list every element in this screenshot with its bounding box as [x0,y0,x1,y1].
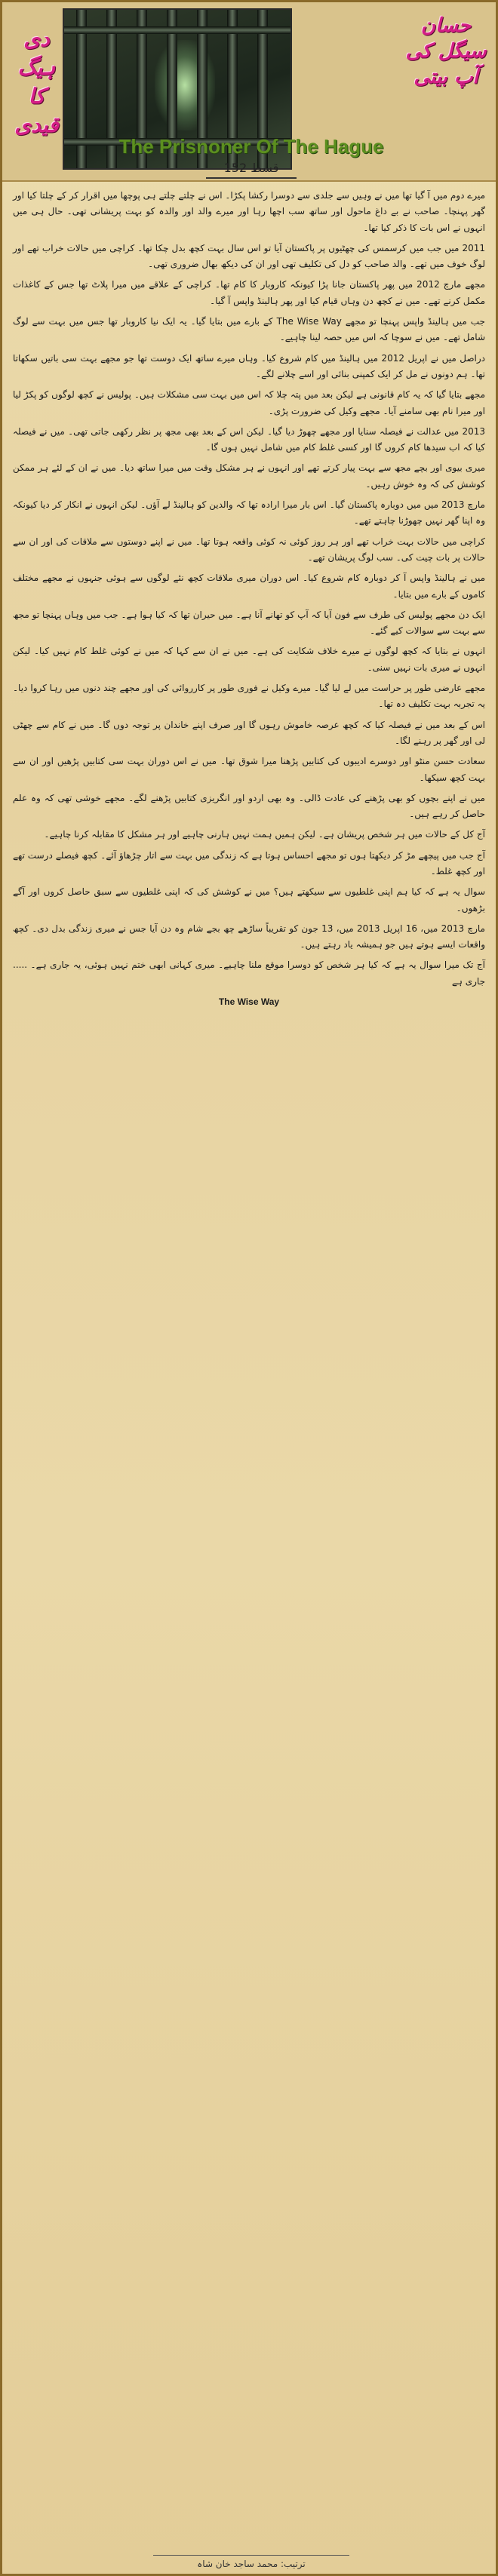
urdu-title-right: حسان سیگل کی آپ بیتی [405,14,487,88]
paragraph: کراچی میں حالات بہت خراب تھے اور ہر روز کوئی نہ کوئی واقعہ ہوتا تھا۔ میں نے اپنے دوستوں سے ملاقات کی اور ان سے حالات پر بات چیت کی۔ سب لوگ پریشان تھے۔ [13,536,485,563]
paragraph: آج تک میرا سوال یہ ہے کہ کیا ہر شخص کو دوسرا موقع ملنا چاہیے۔ میری کہانی ابھی ختم نہیں ہوئی، یہ جاری ہے۔ ..... جاری ہے [13,959,485,987]
inline-english: The Wise Way [218,996,280,1008]
episode-underline [206,177,297,179]
paragraph: میرے دوم میں آ گیا تھا میں نے وہیں سے جلدی سے دوسرا رکشا پکڑا۔ اس نے چلتے چلتے ہی پوچھا میں اقرار کر کے چلتا کیا اور گھر پہنچا۔ صاحب نے بے داغ ماحول اور ساتھ سب اچھا رہا اور میرے والد اور والدہ کو بہت پریشانی تھی۔ حال ہی میں انہوں نے اس بات کا ذکر کیا تھا۔ [13,190,485,233]
paragraph: اس کے بعد میں نے فیصلہ کیا کہ کچھ عرصہ خاموش رہوں گا اور صرف اپنے خاندان پر توجہ دوں گا۔ میں نے کام سے چھٹی لی اور گھر پر رہنے لگا۔ [13,719,485,746]
paragraph: ایک دن مجھے پولیس کی طرف سے فون آیا کہ آپ کو تھانے آنا ہے۔ میں حیران تھا کہ کیا ہوا ہے۔ جب میں وہاں پہنچا تو مجھ سے بہت سے سوالات کیے گئے۔ [13,609,485,637]
episode-label: قسط 152 [223,161,279,175]
paragraph: مجھے بتایا گیا کہ یہ کام قانونی ہے لیکن بعد میں پتہ چلا کہ اس میں بہت سی مشکلات ہیں۔ پولیس نے کچھ لوگوں کو پکڑ لیا اور میرا نام بھی سامنے آیا۔ مجھے وکیل کی ضرورت پڑی۔ [13,389,485,416]
crossbar [64,26,290,34]
paragraph: مجھے مارچ 2012 میں پھر پاکستان جانا پڑا کیونکہ کاروبار کا کام تھا۔ کراچی کے علاقے میں میرا پلاٹ تھا جس کے کاغذات مکمل کرنے تھے۔ میں نے کچھ دن وہاں قیام کیا اور پھر ہالینڈ واپس آ گیا۔ [13,279,485,306]
urdu-title-left: دی ہیگ کا قیدی [14,26,59,137]
paragraph: جب میں ہالینڈ واپس پہنچا تو مجھے The Wise Way کے بارے میں بتایا گیا۔ یہ ایک نیا کاروبار تھا جس میں بہت سے لوگ شامل تھے۔ میں نے سوچا کہ اس میں حصہ لینا چاہیے۔ [13,316,485,343]
paragraph: آج جب میں پیچھے مڑ کر دیکھتا ہوں تو مجھے احساس ہوتا ہے کہ زندگی میں بہت سے اتار چڑھاؤ آئے۔ کچھ فیصلے درست تھے اور کچھ غلط۔ [13,849,485,877]
paragraph: 2013 میں عدالت نے فیصلہ سنایا اور مجھے چھوڑ دیا گیا۔ لیکن اس کے بعد بھی مجھ پر نظر رکھی جاتی تھی۔ میں نے فیصلہ کیا کہ اب سیدھا کام کروں گا اور کسی غلط کام میں شامل نہیں ہوں گا۔ [13,425,485,453]
paragraph: آج کل کے حالات میں ہر شخص پریشان ہے۔ لیکن ہمیں ہمت نہیں ہارنی چاہیے اور ہر مشکل کا مقابلہ کرنا چاہیے۔ [44,829,485,840]
english-title: The Prisnoner Of The Hague [118,135,384,158]
inline-english-phrase [13,994,485,1010]
paragraph: انہوں نے بتایا کہ کچھ لوگوں نے میرے خلاف شکایت کی ہے۔ میں نے ان سے کہا کہ میں نے کوئی غلط کام نہیں کیا۔ لیکن انہوں نے میری بات نہیں سنی۔ [13,646,485,673]
header-banner [2,2,496,182]
paragraph: میری بیوی اور بچے مجھ سے بہت پیار کرتے تھے اور انہوں نے ہر مشکل وقت میں میرا ساتھ دیا۔ میں نے ان کے لئے ہر ممکن کوشش کی کہ وہ خوش رہیں۔ [13,462,485,490]
paragraph: مجھے عارضی طور پر حراست میں لے لیا گیا۔ میرے وکیل نے فوری طور پر کارروائی کی اور مجھے چند دنوں میں رہا کروا دیا۔ یہ تجربہ بہت تکلیف دہ تھا۔ [13,683,485,710]
paragraph: مارچ 2013 میں میں دوبارہ پاکستان گیا۔ اس بار میرا ارادہ تھا کہ والدین کو ہالینڈ لے آؤں۔ لیکن انہوں نے انکار کر دیا کیونکہ وہ اپنا گھر نہیں چھوڑنا چاہتے تھے۔ [13,499,485,527]
article-body [2,182,496,1010]
footer-rule [153,2555,349,2556]
paragraph: دراصل میں نے اپریل 2012 میں ہالینڈ میں کام شروع کیا۔ وہاں میرے ساتھ ایک دوست تھا جو مجھے بہت سی باتیں سکھاتا تھا۔ ہم دونوں نے مل کر ایک کمپنی بنائی اور اسے چلانے لگے۔ [13,352,485,379]
footer-credit: ترتیب: محمد ساجد خان شاہ [197,2559,306,2569]
paragraph: سوال یہ ہے کہ کیا ہم اپنی غلطیوں سے سیکھتے ہیں؟ میں نے کوشش کی کہ اپنی غلطیوں سے سبق حاصل کروں اور آگے بڑھوں۔ [13,886,485,913]
paragraph: میں نے اپنے بچوں کو بھی پڑھنے کی عادت ڈالی۔ وہ بھی اردو اور انگریزی کتابیں پڑھنے لگے۔ مجھے خوشی تھی کہ وہ علم حاصل کر رہے ہیں۔ [13,792,485,820]
paragraph: سعادت حسن منٹو اور دوسرے ادیبوں کی کتابیں پڑھنا میرا شوق تھا۔ میں نے اس دوران بہت سی کتابیں پڑھیں اور ان سے بہت کچھ سیکھا۔ [13,756,485,783]
paragraph: میں نے ہالینڈ واپس آ کر دوبارہ کام شروع کیا۔ اس دوران میری ملاقات کچھ نئے لوگوں سے ہوئی جنہوں نے مجھے مختلف کاموں کے بارے میں بتایا۔ [13,573,485,600]
paragraph: 2011 میں جب میں کرسمس کی چھٹیوں پر پاکستان آیا تو اس سال بہت کچھ بدل چکا تھا۔ کراچی میں حالات خراب تھے اور لوگ خوف میں تھے۔ والد صاحب کو دل کی تکلیف تھی اور ان کی دیکھ بھال ضروری تھی۔ [13,242,485,270]
paragraph: مارچ 2013 میں، 16 اپریل 2013 میں، 13 جون کو تقریباً ساڑھے چھ بجے شام وہ دن آیا جس نے میری زندگی بدل دی۔ کچھ واقعات ایسے ہوتے ہیں جو ہمیشہ یاد رہتے ہیں۔ [13,923,485,950]
